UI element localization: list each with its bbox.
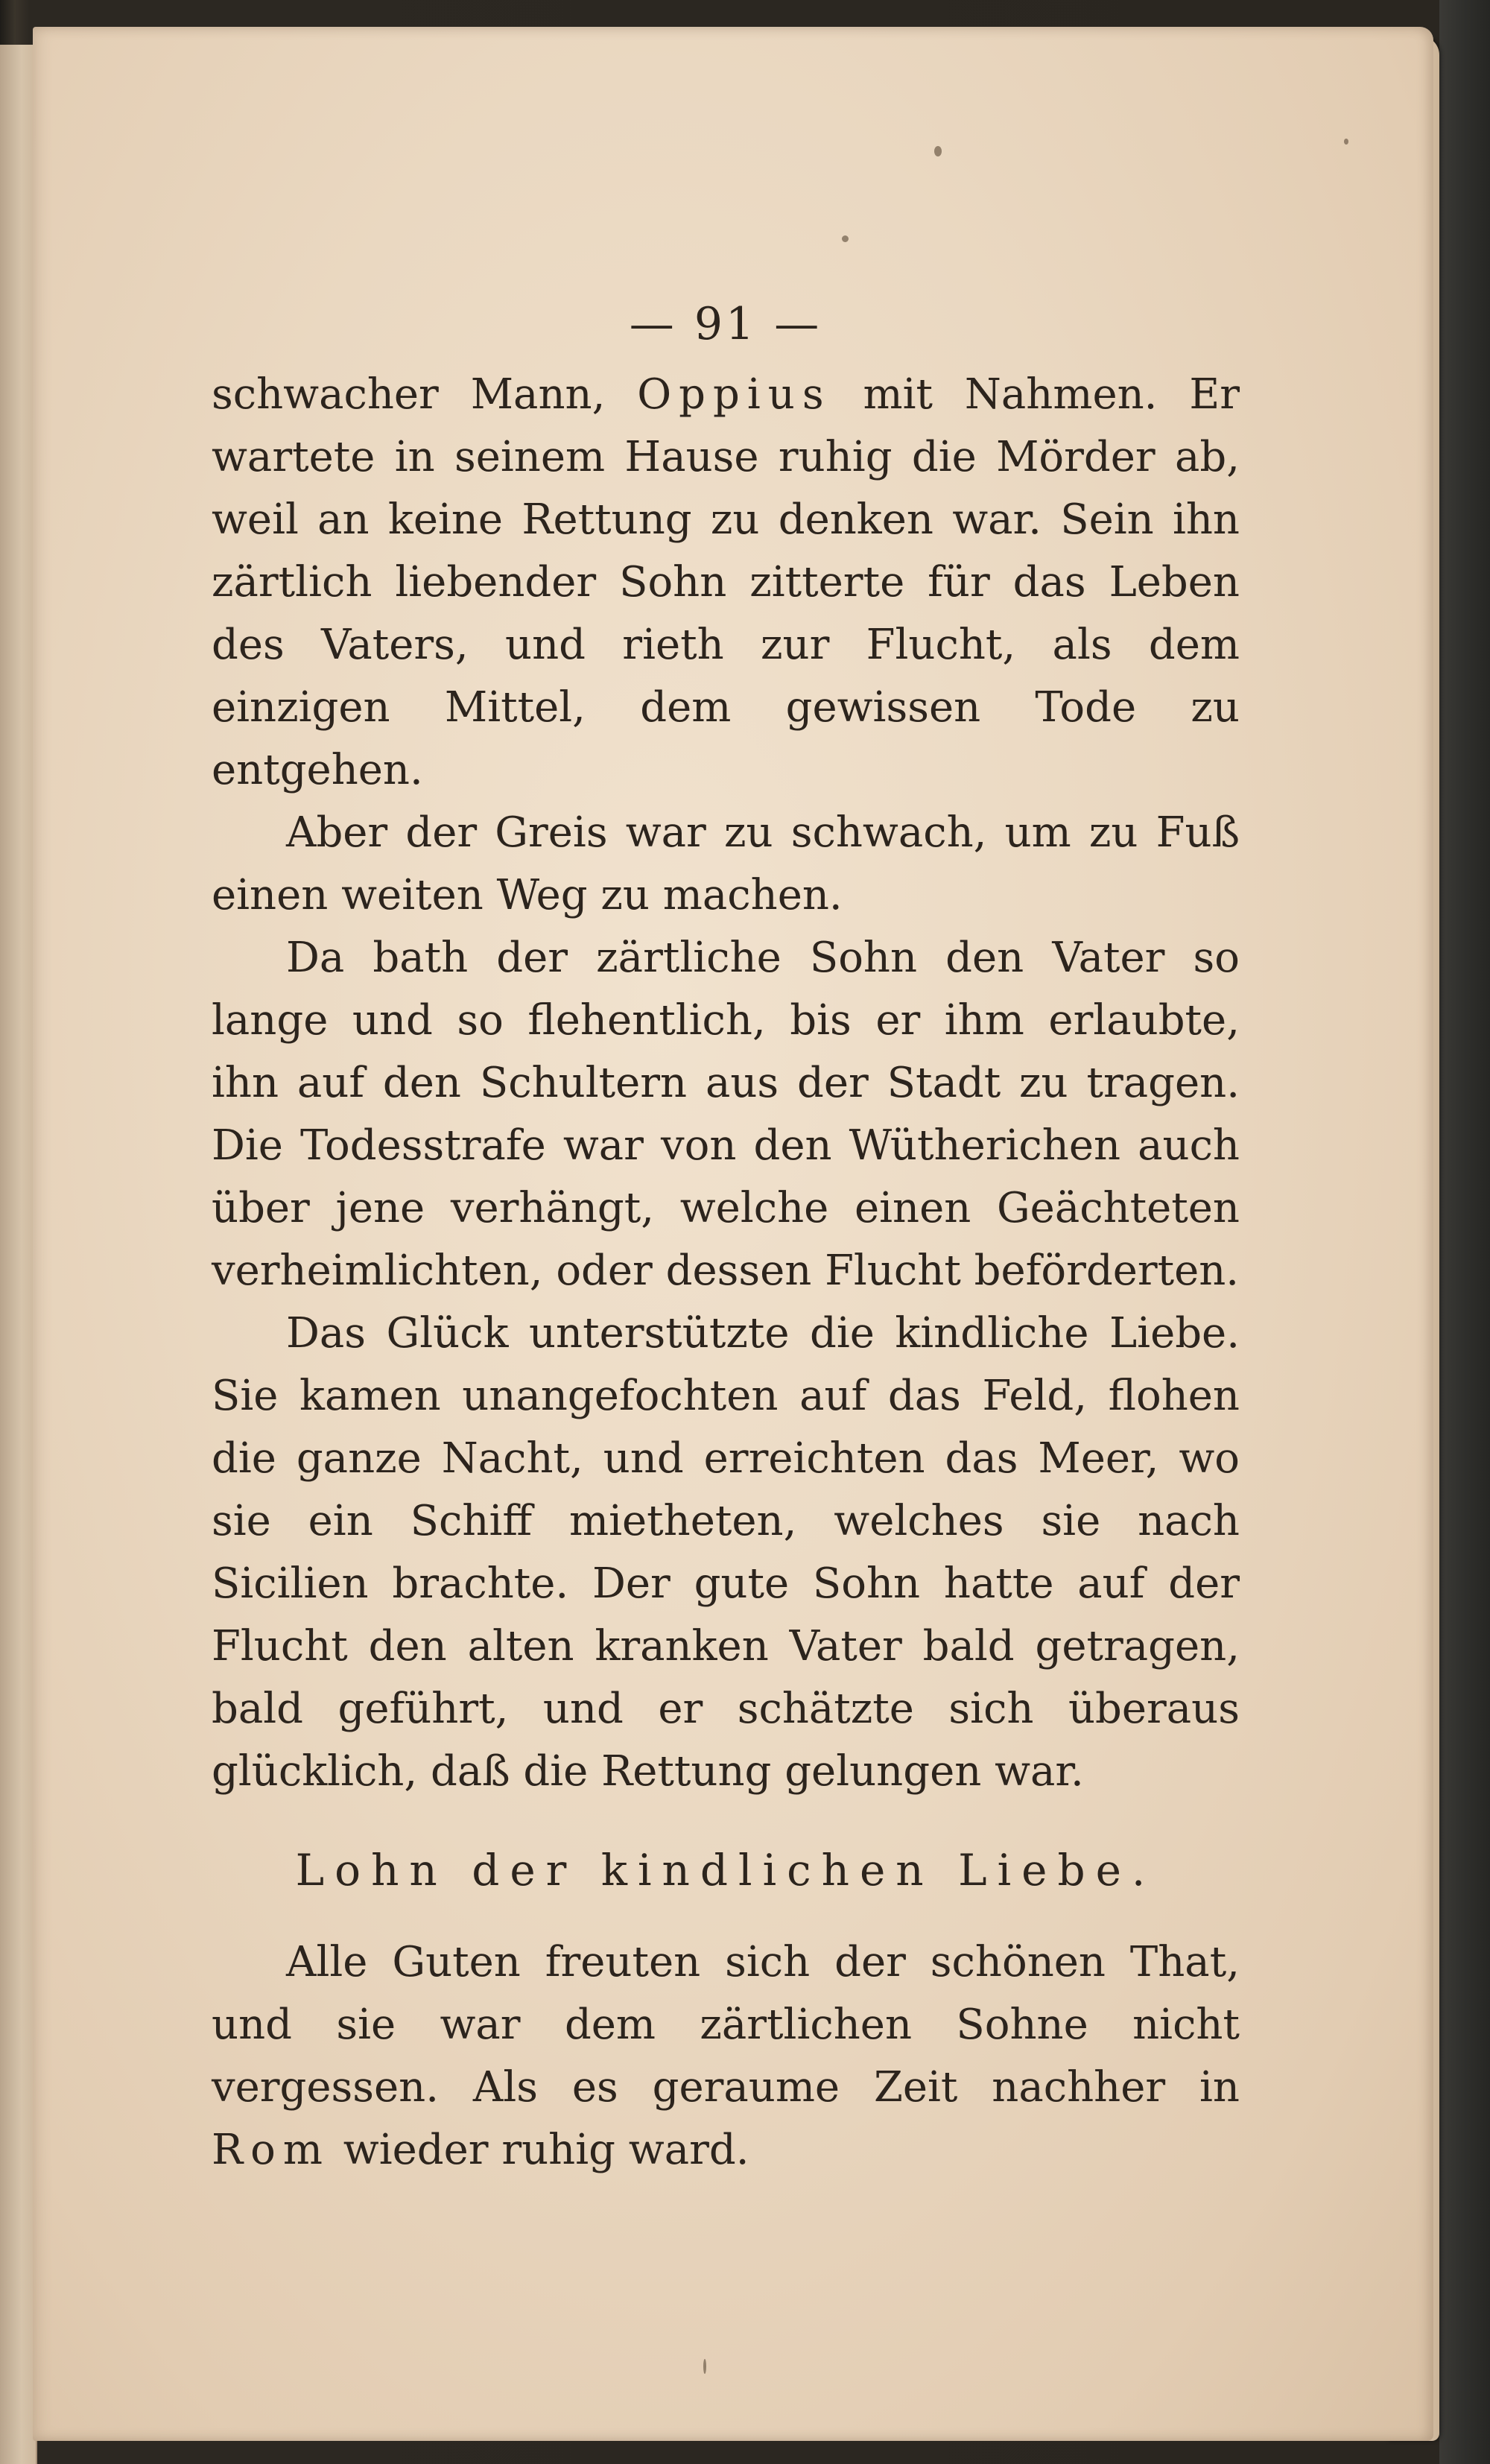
paragraph-1-rest: mit Nahmen. Er wartete in seinem Hause ruhig die Mörder ab, weil an keine Rettung zu denken war. Sein ihn zärtlich liebender Sohn zitterte für das Leben des Vaters, und rieth zur Flucht, als dem einzigen Mittel, dem gewissen Tode zu entgehen.: [212, 370, 1240, 794]
paper-speck: [842, 235, 849, 242]
paragraph-4: Das Glück unterstützte die kindliche Liebe. Sie kamen unangefochten auf das Feld, flohen die ganze Nacht, und erreichten das Meer, wo sie ein Schiff mietheten, welches sie nach Sicilien brachte. Der gute Sohn hatte auf der Flucht den alten kranken Vater bald getragen, bald geführt, und er schätzte sich überaus glücklich, daß die Rettung gelungen war.: [212, 1309, 1240, 1796]
previous-page-edge: [0, 45, 37, 2464]
paragraph-2: Aber der Greis war zu schwach, um zu Fuß einen weiten Weg zu machen.: [212, 808, 1240, 919]
paragraph-5-rest: wieder ruhig ward.: [329, 2126, 749, 2174]
paragraph-1: [212, 364, 1240, 802]
page-text: [212, 298, 1240, 2182]
scanner-background: [1439, 0, 1490, 2464]
name-rom: Rom: [212, 2126, 330, 2174]
paragraph-3: Da bath der zärtliche Sohn den Vater so lange und so flehentlich, bis er ihm erlaubte, ihn auf den Schultern aus der Stadt zu tragen. Die Todesstrafe war von den Wütherichen auch über jene verhängt, welche einen Geächteten verheimlichten, oder dessen Flucht beförderten.: [212, 934, 1240, 1295]
name-oppius: Oppius: [637, 370, 831, 419]
paragraph-5-start: Alle Guten freuten sich der schönen That, und sie war dem zärtlichen Sohne nicht vergessen. Als es geraume Zeit nachher in: [212, 1938, 1240, 2112]
page-number: — 91 —: [629, 298, 822, 350]
paper-speck: [934, 146, 942, 156]
paragraph-1-start: schwacher Mann,: [212, 370, 638, 419]
paragraph-5: [212, 1931, 1240, 2182]
section-heading: Lohn der kindlichen Liebe.: [295, 1845, 1156, 1895]
paper-speck: [703, 2359, 706, 2374]
paper-speck: [1344, 139, 1348, 145]
